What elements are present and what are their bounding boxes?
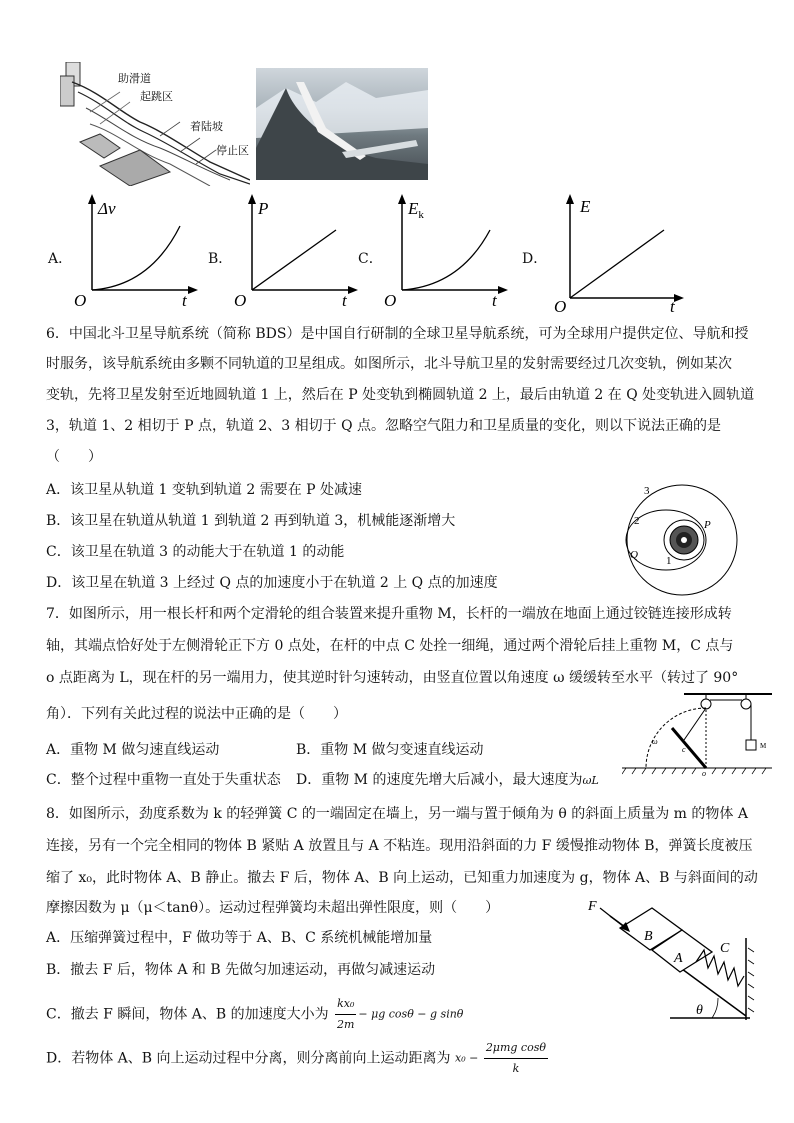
q8-option-d	[46, 1038, 550, 1079]
label-run-in: 助滑道	[118, 72, 151, 85]
q6-option-d: D．该卫星在轨道 3 上经过 Q 点的加速度小于在轨道 2 上 Q 点的加速度	[46, 575, 498, 591]
q6-option-c: C．该卫星在轨道 3 的动能大于在轨道 1 的动能	[46, 544, 345, 560]
q8-option-c	[46, 994, 463, 1035]
incline-label-f: F	[588, 899, 597, 914]
q8-option-a: A．压缩弹簧过程中，F 做功等于 A、B、C 系统机械能增加量	[46, 930, 433, 946]
q7-max-speed: ωL	[582, 774, 599, 787]
spring-incline-diagram	[580, 898, 756, 1024]
formula-d-numerator: 2μmg cosθ	[484, 1038, 548, 1059]
incline-label-c: C	[720, 941, 730, 956]
pulley-label-m: M	[760, 742, 767, 750]
orbit-label-q: Q	[630, 549, 638, 561]
graph-b	[230, 190, 360, 310]
option-letter-d: D．	[522, 251, 548, 267]
pulley-label-w: ω	[652, 737, 658, 746]
pulley-label-c: c	[682, 745, 686, 754]
q5-options	[0, 190, 794, 320]
orbit-label-p: P	[704, 519, 711, 531]
label-takeoff: 起跳区	[140, 90, 173, 103]
formula-c-denominator: 2m	[337, 1018, 355, 1031]
graph-a-origin: O	[74, 291, 87, 310]
q8-formula-d	[455, 1038, 550, 1079]
incline-label-b: B	[644, 929, 653, 944]
option-letter-c: C．	[358, 251, 383, 267]
graph-c-ylabel: $E_k$	[408, 199, 424, 221]
pulley-diagram	[622, 688, 772, 776]
incline-label-theta: θ	[696, 1003, 703, 1018]
q7-line-2: 轴，其端点恰好处于左侧滑轮正下方 0 点处，在杆的中点 C 处拴一细绳，通过两个滑轮后挂上重物 M，C 点与	[46, 638, 734, 654]
q7-line-1: 7．如图所示，用一根长杆和两个定滑轮的组合装置来提升重物 M，长杆的一端放在地面上通过铰链连接形成转	[46, 606, 732, 622]
q7-line-3: o 点距离为 L，现在杆的另一端用力，使其逆时针匀速转动，由竖直位置以角速度 ω 缓缓转至水平（转过了 90°	[46, 670, 739, 686]
label-landing-slope: 着陆坡	[190, 120, 223, 133]
graph-d-xlabel: t	[670, 297, 675, 314]
q6-line-2: 时服务，该导航系统由多颗不同轨道的卫星组成。如图所示，北斗导航卫星的发射需要经过几次变轨，例如某次	[46, 356, 732, 372]
graph-b-ylabel: P	[258, 199, 269, 218]
graph-c	[380, 190, 510, 310]
q7-option-d-text: D．重物 M 的速度先增大后减小，最大速度为	[296, 772, 583, 788]
graph-a-xlabel: t	[182, 291, 187, 310]
formula-c-numerator: kx₀	[335, 994, 356, 1015]
q7-option-c: C．整个过程中重物一直处于失重状态	[46, 772, 281, 788]
q6-line-1: 6．中国北斗卫星导航系统（简称 BDS）是中国自行研制的全球卫星导航系统，可为全球用户提供定位、导航和授	[46, 326, 749, 342]
label-stop-area: 停止区	[216, 144, 249, 157]
ski-jump-diagram	[60, 62, 250, 186]
orbit-label-2: 2	[634, 515, 640, 527]
q8-option-c-text: C．撤去 F 瞬间，物体 A、B 的加速度大小为	[46, 1006, 329, 1023]
option-letter-a: A．	[48, 251, 73, 267]
q6-option-b: B．该卫星在轨道从轨道 1 到轨道 2 再到轨道 3，机械能逐渐增大	[46, 513, 456, 529]
orbit-label-3: 3	[644, 485, 650, 497]
q6-line-4: 3，轨道 1、2 相切于 P 点，轨道 2、3 相切于 Q 点。忽略空气阻力和卫星质量的变化，则以下说法正确的是	[46, 418, 722, 434]
orbit-diagram	[624, 482, 740, 598]
q6-line-5: （ ）	[46, 449, 102, 465]
q7-line-4: 角）．下列有关此过程的说法中正确的是（ ）	[46, 706, 347, 722]
graph-a	[70, 190, 200, 310]
graph-a-ylabel: Δv	[98, 199, 116, 218]
graph-d-origin: O	[554, 297, 567, 314]
orbit-label-1: 1	[666, 555, 672, 567]
q8-line-4: 摩擦因数为 μ（μ＜tanθ）。运动过程弹簧均未超出弹性限度，则（ ）	[46, 900, 500, 916]
q6-option-a: A．该卫星从轨道 1 变轨到轨道 2 需要在 P 处减速	[46, 482, 363, 498]
graph-d	[548, 190, 688, 314]
q7-option-b: B．重物 M 做匀变速直线运动	[296, 742, 484, 758]
q7-option-a: A．重物 M 做匀速直线运动	[46, 742, 220, 758]
pulley-label-o: o	[702, 769, 706, 776]
q6-line-3: 变轨，先将卫星发射至近地圆轨道 1 上，然后在 P 处变轨到椭圆轨道 2 上，最后由轨道 2 在 Q 处变轨进入圆轨道	[46, 387, 755, 403]
formula-d-denominator: k	[512, 1062, 520, 1075]
q8-line-1: 8．如图所示，劲度系数为 k 的轻弹簧 C 的一端固定在墙上，另一端与置于倾角为 θ 的斜面上质量为 m 的物体 A	[46, 806, 748, 822]
incline-label-a: A	[674, 951, 683, 966]
q8-formula-c	[333, 994, 463, 1035]
graph-c-origin: O	[384, 291, 397, 310]
graph-d-ylabel: E	[580, 197, 591, 216]
q8-option-b: B．撤去 F 后，物体 A 和 B 先做匀加速运动，再做匀减速运动	[46, 962, 436, 978]
option-letter-b: B．	[208, 251, 233, 267]
graph-c-xlabel: t	[492, 291, 497, 310]
formula-d-lead: x₀ −	[454, 1051, 479, 1065]
q7-option-d	[296, 770, 599, 791]
formula-c-rest: − μg cosθ − g sinθ	[358, 1007, 464, 1021]
q8-line-2: 连接，另有一个完全相同的物体 B 紧贴 A 放置且与 A 不粘连。现用沿斜面的力 F 缓慢推动物体 B，弹簧长度被压	[46, 838, 753, 854]
graph-b-origin: O	[234, 291, 247, 310]
q8-option-d-text: D．若物体 A、B 向上运动过程中分离，则分离前向上运动距离为	[46, 1050, 451, 1067]
q8-line-3: 缩了 x₀，此时物体 A、B 静止。撤去 F 后，物体 A、B 向上运动，已知重力加速度为 g，物体 A、B 与斜面间的动	[46, 870, 758, 886]
graph-b-xlabel: t	[342, 291, 347, 310]
ski-jump-photo	[256, 68, 428, 180]
